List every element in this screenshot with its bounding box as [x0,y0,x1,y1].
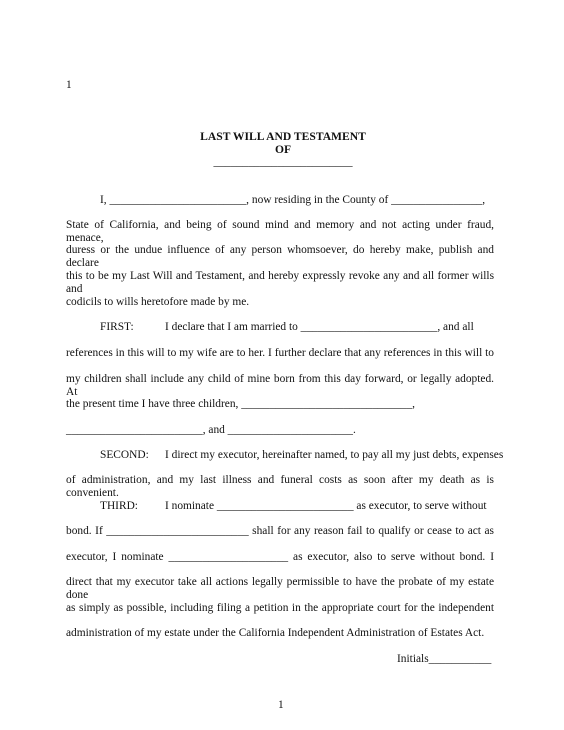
clause-label-second: SECOND: [100,449,149,461]
body-line: this to be my Last Will and Testament, and hereby expressly revoke any and all former wills and [66,270,494,295]
document-title-of: OF [274,143,292,156]
page-number-top: 1 [66,79,72,91]
clause-label-third: THIRD: [100,500,138,512]
document-title: LAST WILL AND TESTAMENT [200,130,366,143]
body-line: I, ________________________, now residing in the County of ________________, [100,194,486,206]
body-line: of administration, and my last illness and funeral costs as soon after my death as is convenient. [66,474,494,499]
body-line: ________________________, and ______________________. [66,424,356,436]
page-number-bottom: 1 [278,699,284,711]
body-line: I declare that I am married to ________________________, and all [165,321,474,333]
body-line: the present time I have three children, ______________________________, [66,398,415,410]
body-line: references in this will to my wife are to her. I further declare that any references in this will to [66,347,494,359]
body-line: my children shall include any child of mine born from this day forward, or legally adopted. At [66,373,494,398]
body-line: duress or the undue influence of any person whomsoever, do hereby make, publish and declare [66,244,494,269]
body-line: State of California, and being of sound mind and memory and not acting under fraud, menace, [66,219,494,244]
body-line: I direct my executor, hereinafter named, to pay all my just debts, expenses [165,449,504,461]
clause-label-first: FIRST: [100,321,134,333]
body-line: I nominate ________________________ as executor, to serve without [165,500,487,512]
body-line: administration of my estate under the California Independent Administration of Estates Act. [66,627,485,639]
body-line: as simply as possible, including filing a petition in the appropriate court for the independent [66,602,494,614]
initials-field: Initials___________ [397,653,492,665]
body-line: bond. If _________________________ shall for any reason fail to qualify or cease to act as [66,525,494,537]
body-line: direct that my executor take all actions legally permissible to have the probate of my estate done [66,576,494,601]
body-line: executor, I nominate _____________________ as executor, also to serve without bond. I [66,551,494,563]
body-line: codicils to wills heretofore made by me. [66,296,250,308]
testator-name-blank: ________________________ [213,155,353,168]
